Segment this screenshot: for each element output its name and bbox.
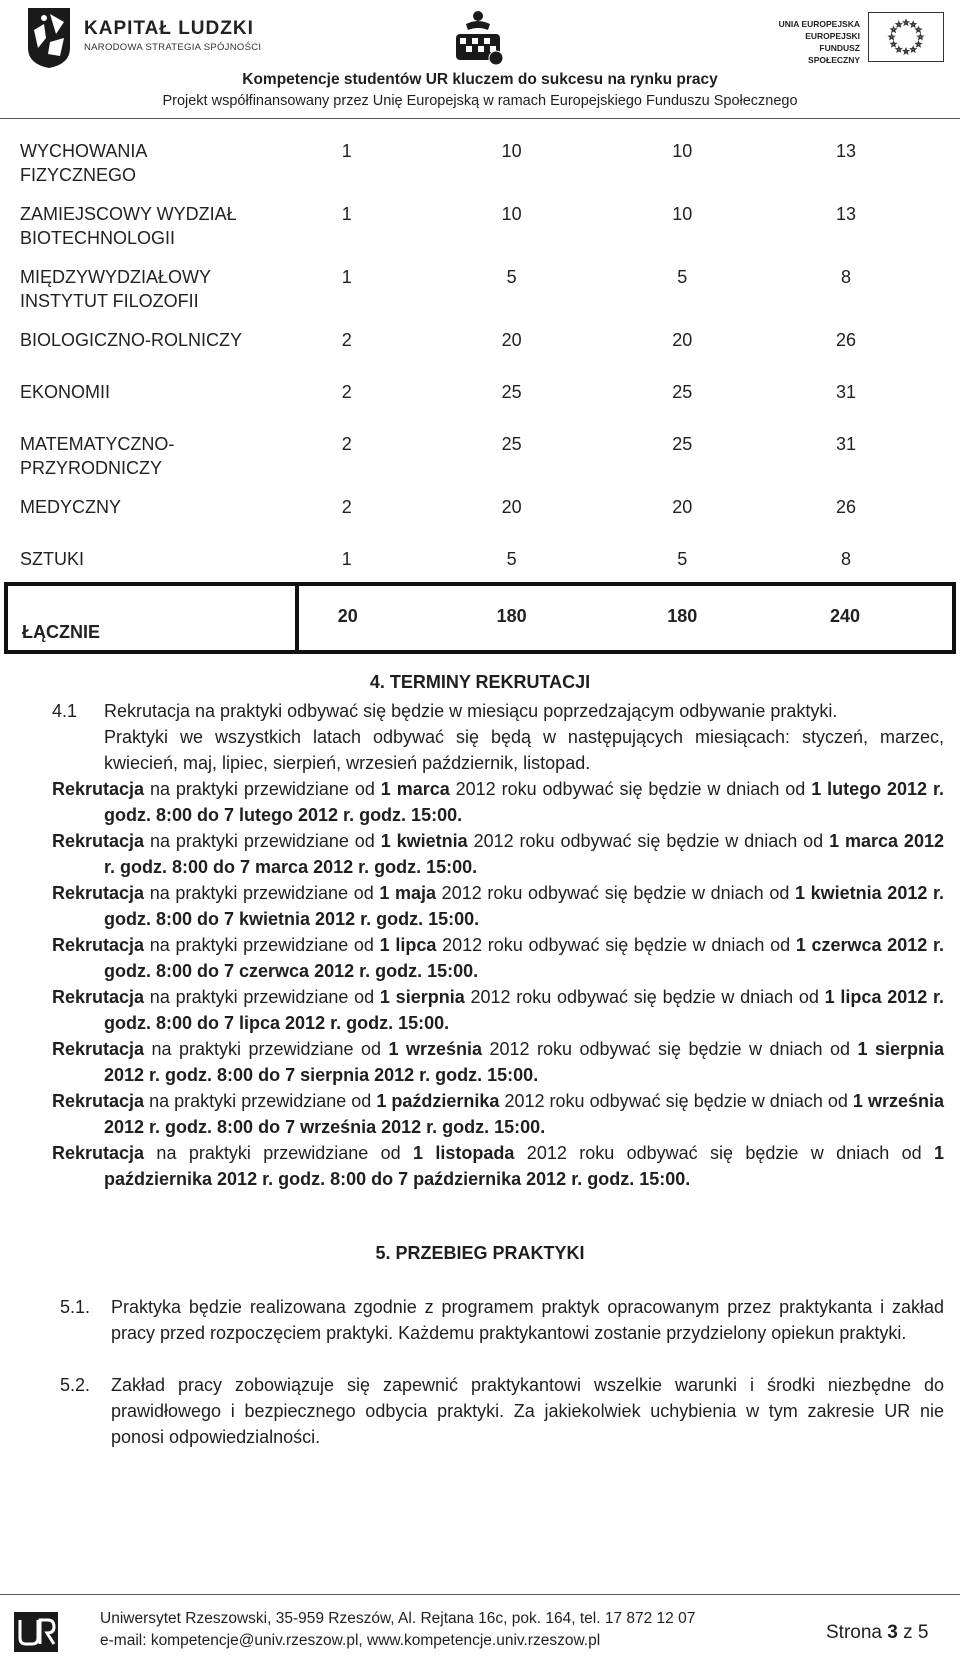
value-cell-c3: 20 [672, 497, 693, 517]
eu-star-icon [896, 47, 901, 52]
item-4-1-number: 4.1 [52, 701, 78, 721]
recruitment-month: 1 kwietnia [380, 831, 468, 851]
value-cell-c4: 31 [836, 382, 857, 402]
recruitment-month: 1 marca [380, 779, 450, 799]
kapital-ludzki-emblem-icon [20, 4, 78, 70]
recruitment-paragraph: Rekrutacja na praktyki przewidziane od 1 listopada 2012 roku odbywać się będzie w dniach od 1 października 2012 r. godz. 8:00 do 7 października 2012 r. godz. 15:00. [52, 1143, 944, 1189]
recruitment-dates: 1 sierpnia 2012 r. godz. 8:00 do 7 sierpnia 2012 r. godz. 15:00. [104, 1039, 944, 1085]
eu-star-icon [918, 35, 923, 40]
university-logo-icon [438, 8, 518, 68]
value-cell-c2: 25 [501, 382, 522, 402]
table-row [6, 480, 954, 532]
table-row [6, 187, 954, 250]
footer-address [100, 1608, 695, 1652]
recruitment-month: 1 listopada [413, 1143, 515, 1163]
table-row [6, 313, 954, 365]
eu-star-icon [916, 42, 921, 47]
recruitment-paragraph: Rekrutacja na praktyki przewidziane od 1 września 2012 roku odbywać się będzie w dniach od 1 sierpnia 2012 r. godz. 8:00 do 7 sierpnia 2012 r. godz. 15:00. [52, 1039, 944, 1085]
recruitment-paragraph: Rekrutacja na praktyki przewidziane od 1 października 2012 roku odbywać się będzie w dniach od 1 września 2012 r. godz. 8:00 do 7 września 2012 r. godz. 15:00. [52, 1091, 944, 1137]
eu-star-icon [891, 27, 896, 32]
value-cell-c3: 180 [626, 584, 738, 652]
eu-star-icon [896, 22, 901, 27]
recruitment-month: 1 września [388, 1039, 483, 1059]
value-cell-c1: 2 [341, 434, 352, 454]
value-cell-c4: 26 [836, 330, 857, 350]
eu-line-3: FUNDUSZ SPOŁECZNY [808, 43, 860, 65]
recruitment-paragraph: Rekrutacja na praktyki przewidziane od 1 lipca 2012 roku odbywać się będzie w dniach od 1 czerwca 2012 r. godz. 8:00 do 7 czerwca 2012 r. godz. 15:00. [52, 935, 945, 981]
eu-logo [770, 12, 952, 65]
faculty-name-cell: BIOLOGICZNO-ROLNICZY [20, 330, 243, 350]
table-row [6, 532, 954, 584]
table-total-row [6, 584, 954, 652]
value-cell-c4: 13 [836, 204, 857, 224]
table-row [6, 250, 954, 313]
value-cell-c4: 8 [841, 267, 852, 287]
footer-divider [0, 1594, 960, 1595]
value-cell-c3: 25 [672, 382, 693, 402]
faculty-name-cell: MIĘDZYWYDZIAŁOWY INSTYTUT FILOZOFII [20, 267, 211, 311]
recruitment-month: 1 lipca [379, 935, 437, 955]
item-5-2-number: 5.2. [60, 1375, 91, 1395]
footer-contact-line: e-mail: kompetencje@univ.rzeszow.pl, www.kompetencje.univ.rzeszow.pl [100, 1632, 601, 1649]
table-row [6, 417, 954, 480]
value-cell-c3: 10 [672, 204, 693, 224]
months-text: Praktyki we wszystkich latach odbywać się będą w następujących miesiącach: styczeń, marzec, kwiecień, maj, lipiec, sierpień, wrzesień październik, listopad. [104, 727, 944, 773]
project-subtitle: Projekt współfinansowany przez Unię Europejską w ramach Europejskiego Funduszu Społecznego [162, 93, 798, 109]
value-cell-c1: 2 [341, 382, 352, 402]
page-header [0, 0, 960, 118]
recruitment-dates: 1 czerwca 2012 r. godz. 8:00 do 7 czerwca 2012 r. godz. 15:00. [104, 935, 945, 981]
faculty-name-cell: MATEMATYCZNO-PRZYRODNICZY [20, 434, 175, 478]
recruitment-month: 1 października [376, 1091, 500, 1111]
recruitment-paragraph: Rekrutacja na praktyki przewidziane od 1 marca 2012 roku odbywać się będzie w dniach od 1 lutego 2012 r. godz. 8:00 do 7 lutego 2012 r. godz. 15:00. [52, 779, 944, 825]
value-cell-c2: 10 [501, 204, 522, 224]
value-cell-c1: 2 [341, 330, 352, 350]
recruitment-dates: 1 kwietnia 2012 r. godz. 8:00 do 7 kwietnia 2012 r. godz. 15:00. [104, 883, 945, 929]
value-cell-c2: 180 [397, 584, 627, 652]
recruitment-dates: 1 lutego 2012 r. godz. 8:00 do 7 lutego 2012 r. godz. 15:00. [104, 779, 944, 825]
eu-star-icon [916, 27, 921, 32]
value-cell-c3: 5 [677, 549, 688, 569]
item-5-1 [60, 1294, 944, 1346]
item-5-2 [60, 1372, 944, 1450]
page-number: Strona 3 z 5 [826, 1622, 929, 1643]
recruitment-dates: 1 września 2012 r. godz. 8:00 do 7 września 2012 r. godz. 15:00. [104, 1091, 944, 1137]
faculty-name-cell: ZAMIEJSCOWY WYDZIAŁ BIOTECHNOLOGII [20, 204, 237, 248]
faculty-name-cell: SZTUKI [20, 549, 85, 569]
item-5-1-text: Praktyka będzie realizowana zgodnie z programem praktyk opracowanym przez praktykanta i zakład pracy przed rozpoczęciem praktyki. Każdemu praktykantowi zostanie przydzielony opiekun praktyki. [111, 1297, 944, 1343]
eu-line-1: UNIA EUROPEJSKA [778, 19, 860, 29]
recruitment-dates: 1 lipca 2012 r. godz. 8:00 do 7 lipca 2012 r. godz. 15:00. [104, 987, 944, 1033]
eu-flag-icon [868, 12, 944, 62]
footer-address-line: Uniwersytet Rzeszowski, 35-959 Rzeszów, Al. Rejtana 16c, pok. 164, tel. 17 872 12 07 [100, 1610, 696, 1627]
value-cell-c1: 20 [297, 584, 397, 652]
recruitment-dates: 1 października 2012 r. godz. 8:00 do 7 października 2012 r. godz. 15:00. [104, 1143, 944, 1189]
value-cell-c2: 5 [506, 267, 517, 287]
project-title: Kompetencje studentów UR kluczem do sukcesu na rynku pracy [242, 71, 718, 88]
value-cell-c1: 2 [341, 497, 352, 517]
value-cell-c4: 8 [841, 549, 852, 569]
faculty-name-cell: WYCHOWANIA FIZYCZNEGO [20, 141, 147, 185]
recruitment-paragraph: Rekrutacja na praktyki przewidziane od 1 maja 2012 roku odbywać się będzie w dniach od 1 kwietnia 2012 r. godz. 8:00 do 7 kwietnia 2012 r. godz. 15:00. [52, 883, 945, 929]
value-cell-c3: 10 [672, 141, 693, 161]
section-5-heading: 5. PRZEBIEG PRAKTYKI [375, 1243, 585, 1263]
faculty-name-cell: EKONOMII [20, 382, 111, 402]
kl-subtitle: NARODOWA STRATEGIA SPÓJNOŚCI [84, 42, 262, 53]
value-cell-c4: 240 [738, 584, 954, 652]
faculty-name-cell: MEDYCZNY [20, 497, 122, 517]
faculty-table [4, 124, 956, 654]
item-4-1-text: Rekrutacja na praktyki odbywać się będzie w miesiącu poprzedzającym odbywanie praktyki. [104, 701, 838, 721]
eu-star-icon [911, 47, 916, 52]
eu-star-icon [889, 35, 894, 40]
item-5-2-text: Zakład pracy zobowiązuje się zapewnić praktykantowi wszelkie warunki i środki niezbędne do prawidłowego i bezpiecznego odbycia praktyki. Za jakiekolwiek uchybienia w tym zakresie UR nie ponosi odpowiedzialności. [111, 1375, 944, 1447]
table-row [6, 124, 954, 187]
value-cell-c3: 5 [677, 267, 688, 287]
value-cell-c2: 5 [506, 549, 517, 569]
item-5-1-number: 5.1. [60, 1297, 91, 1317]
eu-star-icon [891, 42, 896, 47]
value-cell-c2: 10 [501, 141, 522, 161]
value-cell-c3: 25 [672, 434, 693, 454]
value-cell-c2: 20 [501, 497, 522, 517]
value-cell-c4: 13 [836, 141, 857, 161]
recruitment-list [52, 776, 944, 1192]
kapital-ludzki-logo [12, 4, 262, 70]
section-4-heading: 4. TERMINY REKRUTACJI [369, 672, 591, 692]
eu-line-2: EUROPEJSKI [805, 31, 860, 41]
eu-star-icon [904, 20, 909, 25]
value-cell-c1: 1 [341, 141, 352, 161]
value-cell-c4: 26 [836, 497, 857, 517]
recruitment-paragraph: Rekrutacja na praktyki przewidziane od 1 kwietnia 2012 roku odbywać się będzie w dniach od 1 marca 2012 r. godz. 8:00 do 7 marca 2012 r. godz. 15:00. [52, 831, 944, 877]
value-cell-c3: 20 [672, 330, 693, 350]
value-cell-c1: 1 [341, 204, 352, 224]
total-pages: 5 [917, 1622, 929, 1643]
header-divider [0, 118, 960, 119]
value-cell-c2: 20 [501, 330, 522, 350]
kl-title: KAPITAŁ LUDZKI [84, 18, 254, 39]
current-page: 3 [887, 1622, 898, 1643]
university-footer-logo-icon [14, 1612, 58, 1652]
recruitment-paragraph: Rekrutacja na praktyki przewidziane od 1 sierpnia 2012 roku odbywać się będzie w dniach od 1 lipca 2012 r. godz. 8:00 do 7 lipca 2012 r. godz. 15:00. [52, 987, 944, 1033]
recruitment-month: 1 sierpnia [379, 987, 465, 1007]
recruitment-month: 1 maja [379, 883, 437, 903]
section-4-body [52, 698, 944, 1192]
table-row [6, 365, 954, 417]
eu-star-icon [911, 22, 916, 27]
value-cell-c4: 31 [836, 434, 857, 454]
recruitment-dates: 1 marca 2012 r. godz. 8:00 do 7 marca 2012 r. godz. 15:00. [104, 831, 944, 877]
value-cell-c1: 1 [341, 267, 352, 287]
faculty-name-cell: ŁĄCZNIE [6, 584, 297, 652]
value-cell-c2: 25 [501, 434, 522, 454]
eu-star-icon [904, 49, 909, 54]
value-cell-c1: 1 [341, 549, 352, 569]
